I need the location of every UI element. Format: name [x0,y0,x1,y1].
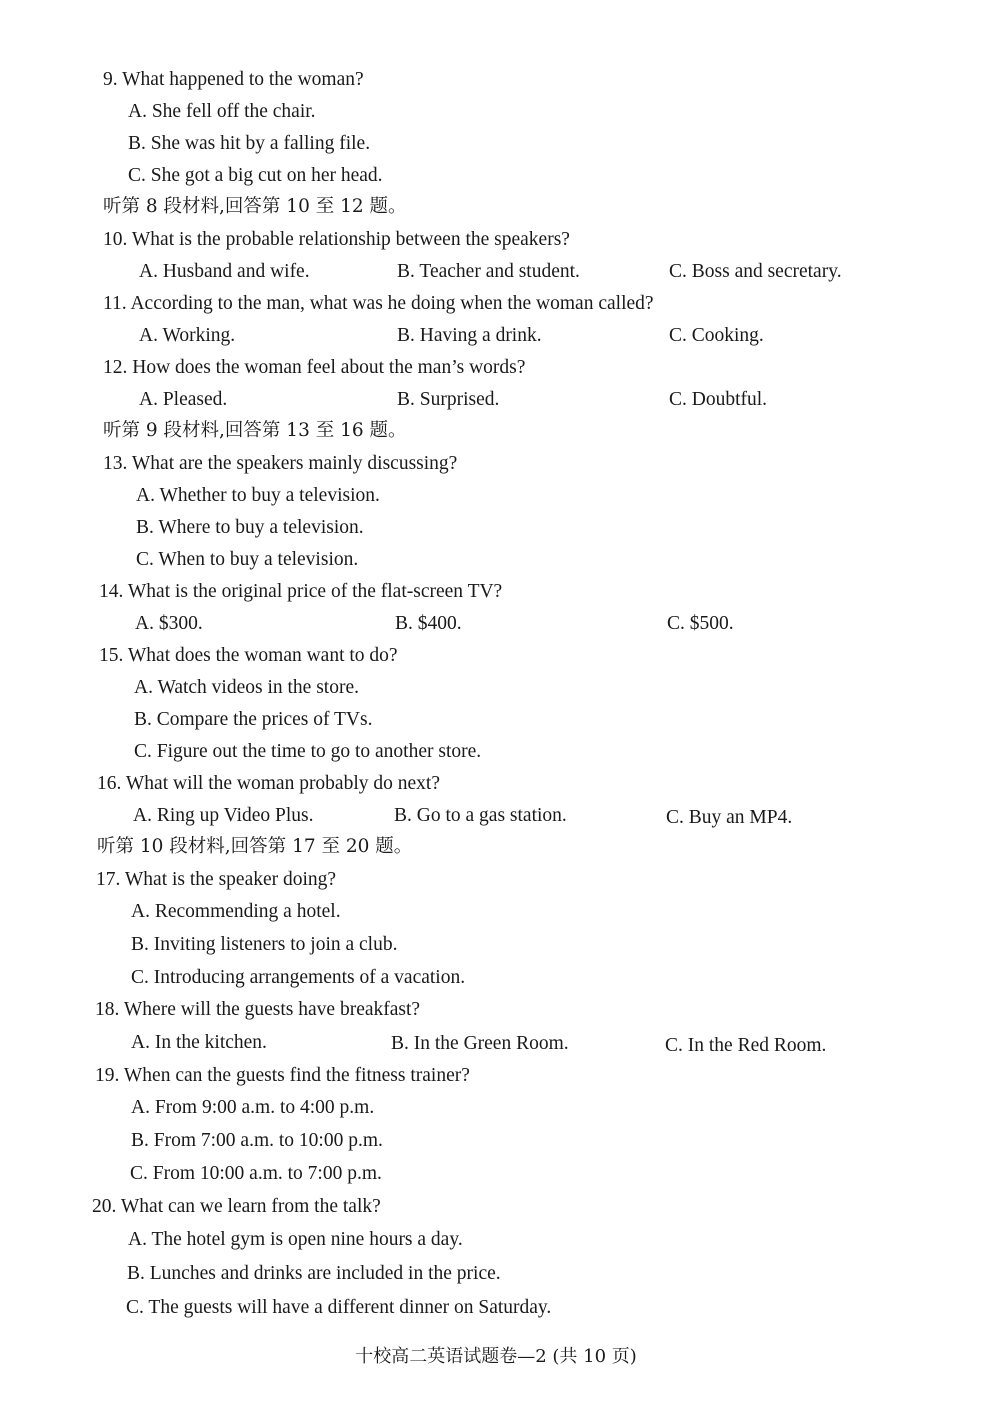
question-14-option-c: C. $500. [667,613,734,634]
question-10-option-c: C. Boss and secretary. [669,261,842,282]
question-11-option-c: C. Cooking. [669,325,764,346]
question-10-stem: 10. What is the probable relationship between the speakers? [103,229,570,250]
question-18-option-a: A. In the kitchen. [131,1032,267,1053]
question-13-option-a: A. Whether to buy a television. [136,485,380,506]
question-12-option-b: B. Surprised. [397,389,500,410]
question-19-option-b: B. From 7:00 a.m. to 10:00 p.m. [131,1130,383,1151]
section-heading-9: 听第 9 段材料,回答第 13 至 16 题。 [103,420,407,441]
question-11-stem: 11. According to the man, what was he doing when the woman called? [103,293,654,314]
question-16-stem: 16. What will the woman probably do next? [97,773,440,794]
question-9-stem: 9. What happened to the woman? [103,69,364,90]
section-heading-10: 听第 10 段材料,回答第 17 至 20 题。 [97,836,413,857]
section-heading-8: 听第 8 段材料,回答第 10 至 12 题。 [103,196,407,217]
question-17-stem: 17. What is the speaker doing? [96,869,337,890]
question-15-option-b: B. Compare the prices of TVs. [134,709,373,730]
question-16-option-c: C. Buy an MP4. [666,807,793,828]
question-18-option-c: C. In the Red Room. [665,1035,827,1056]
question-13-stem: 13. What are the speakers mainly discussing? [103,453,458,474]
question-15-option-a: A. Watch videos in the store. [134,677,359,698]
question-19-stem: 19. When can the guests find the fitness trainer? [95,1065,470,1086]
question-9-option-a: A. She fell off the chair. [128,101,316,122]
question-10-option-b: B. Teacher and student. [397,261,580,282]
question-20-option-c: C. The guests will have a different dinner on Saturday. [126,1297,552,1318]
question-20-option-a: A. The hotel gym is open nine hours a day. [128,1229,463,1250]
question-12-option-c: C. Doubtful. [669,389,768,410]
question-13-option-c: C. When to buy a television. [136,549,359,570]
question-14-option-b: B. $400. [395,613,462,634]
question-14-stem: 14. What is the original price of the flat-screen TV? [99,581,503,602]
question-11-option-b: B. Having a drink. [397,325,542,346]
question-16-option-b: B. Go to a gas station. [394,805,567,826]
question-12-option-a: A. Pleased. [139,389,228,410]
question-19-option-a: A. From 9:00 a.m. to 4:00 p.m. [131,1097,375,1118]
question-17-option-a: A. Recommending a hotel. [131,901,341,922]
page-footer: 十校高二英语试题卷—2 (共 10 页) [355,1346,637,1367]
question-18-stem: 18. Where will the guests have breakfast? [95,999,421,1020]
question-9-option-b: B. She was hit by a falling file. [128,133,371,154]
question-14-option-a: A. $300. [135,613,203,634]
question-15-stem: 15. What does the woman want to do? [99,645,398,666]
question-10-option-a: A. Husband and wife. [139,261,310,282]
question-9-option-c: C. She got a big cut on her head. [128,165,383,186]
question-20-stem: 20. What can we learn from the talk? [92,1196,381,1217]
question-15-option-c: C. Figure out the time to go to another store. [134,741,482,762]
question-17-option-c: C. Introducing arrangements of a vacation. [131,967,466,988]
question-20-option-b: B. Lunches and drinks are included in the price. [127,1263,501,1284]
question-18-option-b: B. In the Green Room. [391,1033,569,1054]
question-11-option-a: A. Working. [139,325,236,346]
question-12-stem: 12. How does the woman feel about the man’s words? [103,357,526,378]
question-16-option-a: A. Ring up Video Plus. [133,805,314,826]
question-17-option-b: B. Inviting listeners to join a club. [131,934,398,955]
question-13-option-b: B. Where to buy a television. [136,517,364,538]
question-19-option-c: C. From 10:00 a.m. to 7:00 p.m. [130,1163,382,1184]
